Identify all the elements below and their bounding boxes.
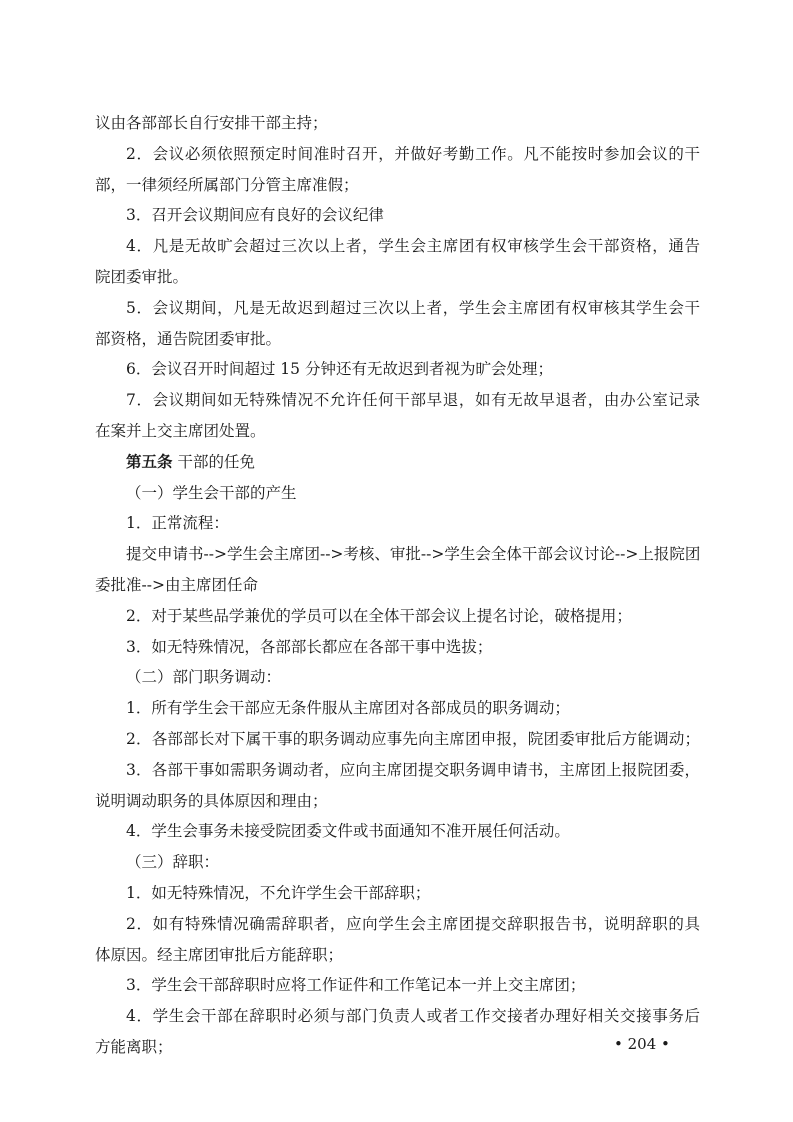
paragraph-line: 部，一律须经所属部门分管主席准假； [95, 175, 359, 194]
paragraph-line: 6．会议召开时间超过 15 分钟还有无故迟到者视为旷会处理； [126, 360, 553, 379]
section-heading-title: 干部的任免 [172, 452, 255, 471]
paragraph-line: 2．对于某些品学兼优的学员可以在全体干部会议上提名讨论，破格提用； [126, 606, 632, 625]
section-heading-label: 第五条 [126, 451, 173, 471]
paragraph-line: 2．如有特殊情况确需辞职者，应向学生会主席团提交辞职报告书，说明辞职的具 [126, 914, 700, 933]
paragraph-line: 说明调动职务的具体原因和理由； [95, 791, 328, 810]
paragraph-line: 4．凡是无故旷会超过三次以上者，学生会主席团有权审核学生会干部资格，通告 [126, 237, 700, 256]
paragraph-line: 4．学生会事务未接受院团委文件或书面通知不准开展任何活动。 [126, 822, 570, 841]
paragraph-line: 在案并上交主席团处置。 [95, 421, 266, 440]
paragraph-line: 3．如无特殊情况，各部部长都应在各部干事中选拔； [126, 637, 493, 656]
paragraph-line: 3．召开会议期间应有良好的会议纪律 [126, 206, 384, 225]
paragraph-line: 7．会议期间如无特殊情况不允许任何干部早退，如有无故早退者，由办公室记录 [126, 391, 700, 410]
paragraph-line: 1．如无特殊情况，不允许学生会干部辞职； [126, 883, 431, 902]
paragraph-line: 方能离职； [95, 1037, 173, 1056]
paragraph-line: 4．学生会干部在辞职时必须与部门负责人或者工作交接者办理好相关交接事务后 [126, 1007, 700, 1026]
paragraph-line: 2．各部部长对下属干事的职务调动应事先向主席团申报，院团委审批后方能调动； [126, 729, 700, 748]
paragraph-line: 提交申请书-->学生会主席团-->考核、审批-->学生会全体干部会议讨论-->上报院团 [126, 545, 701, 564]
paragraph-line: 3．学生会干部辞职时应将工作证件和工作笔记本一并上交主席团； [126, 976, 586, 995]
paragraph-line: 1．正常流程： [126, 514, 229, 533]
paragraph-line: 2．会议必须依照预定时间准时召开，并做好考勤工作。凡不能按时参加会议的干 [126, 144, 700, 163]
document-body [95, 108, 700, 1063]
subsection-heading: （二）部门职务调动： [126, 668, 282, 687]
paragraph-line: 3．各部干事如需职务调动者，应向主席团提交职务调申请书，主席团上报院团委， [126, 760, 700, 779]
paragraph-line: 议由各部部长自行安排干部主持； [95, 114, 328, 132]
paragraph-line: 1．所有学生会干部应无条件服从主席团对各部成员的职务调动； [126, 699, 570, 718]
subsection-heading: （一）学生会干部的产生 [126, 483, 297, 502]
paragraph-line: 5．会议期间，凡是无故迟到超过三次以上者，学生会主席团有权审核其学生会干 [126, 298, 700, 317]
subsection-heading: （三）辞职： [126, 853, 220, 872]
paragraph-line: 体原因。经主席团审批后方能辞职； [95, 945, 344, 964]
paragraph-line: 部资格，通告院团委审批。 [95, 329, 282, 348]
paragraph-line: 院团委审批。 [95, 267, 189, 286]
page-number: • 204 • [614, 1035, 670, 1053]
paragraph-line: 委批准-->由主席团任命 [95, 575, 258, 594]
section-heading [95, 447, 700, 478]
